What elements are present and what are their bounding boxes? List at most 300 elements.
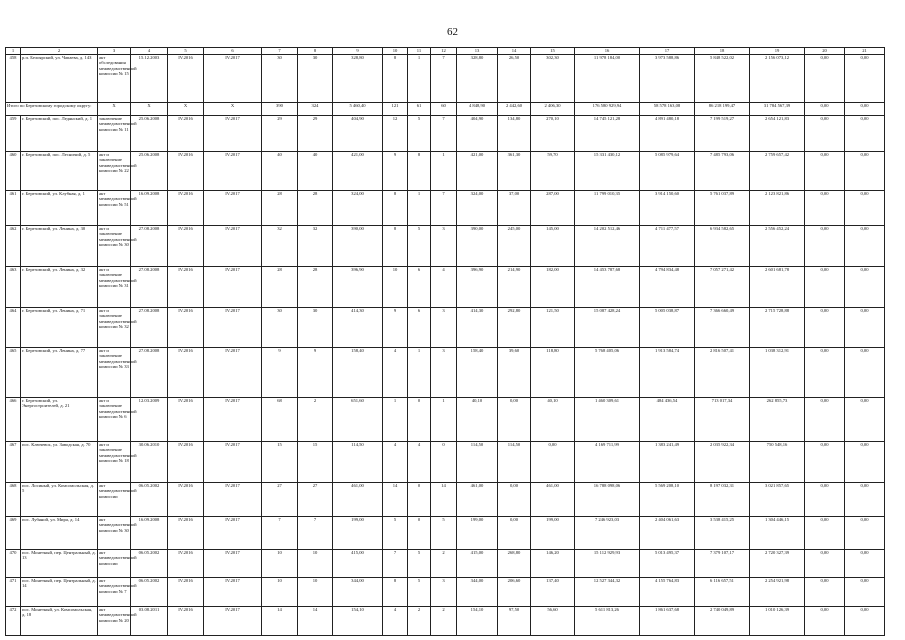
table-cell: 0,00 (805, 266, 845, 307)
table-cell: 31 784 567,39 (750, 102, 805, 115)
table-cell: 182,00 (531, 266, 575, 307)
table-cell: 0,00 (845, 482, 885, 516)
table-cell: 0,00 (805, 549, 845, 577)
table-row (6, 151, 885, 190)
table-cell: 5 569 208,10 (640, 482, 695, 516)
table-cell: 0,00 (845, 102, 885, 115)
table-cell: 0,00 (805, 397, 845, 441)
table-cell: 9 (298, 347, 333, 397)
table-cell: 2 404 061,63 (640, 516, 695, 549)
table-cell: 28 (298, 190, 333, 225)
table-cell: 39,60 (498, 347, 531, 397)
table-cell: 11 799 010,35 (575, 190, 640, 225)
table-cell: 58 578 163,08 (640, 102, 695, 115)
table-cell: 12.03.2009 (131, 397, 168, 441)
table-cell: 270,10 (531, 115, 575, 151)
table-cell: 3 (431, 225, 457, 266)
table-cell: 6 (408, 266, 431, 307)
table-cell: г. Березовский, ул. Ленина, д. 77 (21, 347, 98, 397)
table-cell: 06.05.2002 (131, 577, 168, 606)
column-number: 12 (431, 48, 457, 55)
table-cell: 324 (298, 102, 333, 115)
table-cell: 2 (431, 549, 457, 577)
table-cell: 292,80 (498, 307, 531, 347)
column-number: 10 (383, 48, 408, 55)
table-cell: 0,00 (845, 606, 885, 635)
table-cell: 7 057 271,42 (695, 266, 750, 307)
table-cell: 176 580 929,94 (575, 102, 640, 115)
column-number: 16 (575, 48, 640, 55)
table-cell: 2 816 507,41 (695, 347, 750, 397)
table-cell: 2 254 921,98 (750, 577, 805, 606)
table-cell: акт межведомственной комиссии № 30 (98, 516, 131, 549)
table-cell: 7 485 793,06 (695, 151, 750, 190)
table-cell: IV.2017 (204, 606, 262, 635)
table-cell: г. Березовский, ул. Энергостроителей, д. 21 (21, 397, 98, 441)
table-cell: пос. Лосиный, ул. Комсомольская, д. 5 (21, 482, 98, 516)
table-cell: 14 (262, 606, 298, 635)
table-row (6, 441, 885, 482)
table-cell: 245,00 (498, 225, 531, 266)
total-row (6, 102, 885, 115)
table-cell: 28 (262, 190, 298, 225)
table-cell: 461,00 (333, 482, 383, 516)
table-cell: 396,90 (457, 266, 498, 307)
table-cell: 469 (6, 516, 21, 549)
table-cell: акт межведомственной комиссии № 20 (98, 606, 131, 635)
table-cell: 461,00 (531, 482, 575, 516)
table-cell: 459 (6, 115, 21, 151)
table-cell: 0,00 (845, 266, 885, 307)
table-cell: 3 021 857,65 (750, 482, 805, 516)
table-cell: пос. Монетный, пер. Центральный, д. 13 (21, 549, 98, 577)
table-cell: 465 (6, 347, 21, 397)
table-cell: г. Березовский, ул. Ленина, д. 30 (21, 225, 98, 266)
table-row (6, 516, 885, 549)
table-cell: 5 768 405,06 (575, 347, 640, 397)
table-cell: 14 202 512,46 (575, 225, 640, 266)
table-cell: 16.09.2008 (131, 190, 168, 225)
table-cell: 10 (262, 549, 298, 577)
housing-resettlement-table (5, 47, 885, 636)
table-cell: IV.2016 (168, 266, 204, 307)
table-cell: 0,00 (805, 190, 845, 225)
column-number: 19 (750, 48, 805, 55)
table-cell: 6 (408, 307, 431, 347)
table-row (6, 190, 885, 225)
table-cell: 5 (408, 225, 431, 266)
table-cell: IV.2016 (168, 397, 204, 441)
table-cell: 0,00 (805, 54, 845, 102)
table-cell: 268,80 (498, 549, 531, 577)
table-cell: 4 794 834,48 (640, 266, 695, 307)
table-cell: 137,40 (531, 577, 575, 606)
table-cell: 5 005 038,87 (640, 307, 695, 347)
table-cell: 15 331 430,12 (575, 151, 640, 190)
table-cell: 472 (6, 606, 21, 635)
table-cell: 324,00 (457, 190, 498, 225)
table-cell: 4 169 711,99 (575, 441, 640, 482)
table-cell: IV.2016 (168, 307, 204, 347)
table-row (6, 115, 885, 151)
table-cell: IV.2017 (204, 225, 262, 266)
table-cell: 12 (383, 115, 408, 151)
table-cell: 114,50 (333, 441, 383, 482)
table-cell: акт и заключение межведомственной комиссии № 18 (98, 441, 131, 482)
table-cell: 468 (6, 482, 21, 516)
table-cell: 5 (408, 577, 431, 606)
table-cell: 15 (262, 441, 298, 482)
table-row (6, 266, 885, 307)
table-cell: 4 891 480,18 (640, 115, 695, 151)
table-cell: 1 (431, 151, 457, 190)
table-cell: 27 (298, 482, 333, 516)
table-cell: 68 (262, 397, 298, 441)
table-cell: 56,60 (531, 606, 575, 635)
table-cell: акт межведомственной комиссии № 7 (98, 577, 131, 606)
table-cell: 415,00 (457, 549, 498, 577)
table-cell: X (204, 102, 262, 115)
table-cell: пос. Монетный, пер. Центральный, д. 14 (21, 577, 98, 606)
table-cell: IV.2016 (168, 115, 204, 151)
table-cell: 3 (431, 347, 457, 397)
column-number: 1 (6, 48, 21, 55)
table-cell: 0,00 (498, 482, 531, 516)
table-cell: 5 (383, 516, 408, 549)
table-cell: г. Березовский, ул. Клубная, д. 1 (21, 190, 98, 225)
table-cell: 0,00 (805, 115, 845, 151)
table-cell: 2 (408, 606, 431, 635)
table-cell: 9 (262, 347, 298, 397)
table-cell: 154,10 (457, 606, 498, 635)
table-cell: 8 (408, 151, 431, 190)
table-cell: 390 (262, 102, 298, 115)
table-cell: 61 (408, 102, 431, 115)
table-cell: 0,00 (531, 441, 575, 482)
table-row (6, 54, 885, 102)
table-cell: 30 (262, 307, 298, 347)
table-cell: IV.2017 (204, 190, 262, 225)
table-cell: 2 442,60 (498, 102, 531, 115)
table-cell: 27.08.2008 (131, 225, 168, 266)
table-cell: IV.2016 (168, 151, 204, 190)
table-cell: 463 (6, 266, 21, 307)
table-cell: 06.05.2002 (131, 549, 168, 577)
table-cell: 2 556 452,24 (750, 225, 805, 266)
table-cell: 0,00 (845, 54, 885, 102)
table-cell: X (98, 102, 131, 115)
table-cell: 27.08.2008 (131, 307, 168, 347)
table-cell: 4 (383, 347, 408, 397)
table-cell: 2 759 657,42 (750, 151, 805, 190)
table-body (6, 48, 885, 636)
table-cell: 1 (408, 54, 431, 102)
table-cell: 396,90 (333, 266, 383, 307)
table-cell: 199,00 (531, 516, 575, 549)
table-cell: 27.08.2008 (131, 347, 168, 397)
table-cell: 464 (6, 307, 21, 347)
table-cell: 470 (6, 549, 21, 577)
table-cell: 7 199 519,27 (695, 115, 750, 151)
table-cell: 29 (262, 115, 298, 151)
table-cell: 415,00 (333, 549, 383, 577)
table-cell: IV.2017 (204, 441, 262, 482)
table-cell: 0,00 (805, 151, 845, 190)
column-number: 13 (457, 48, 498, 55)
table-cell: 121 (383, 102, 408, 115)
table-cell: 1 (383, 397, 408, 441)
table-cell: 0,00 (845, 115, 885, 151)
table-cell: 6 934 582,65 (695, 225, 750, 266)
table-cell: 2 601 681,78 (750, 266, 805, 307)
table-row (6, 577, 885, 606)
table-cell: акт и заключение межведомственной комиссии № 6 (98, 397, 131, 441)
table-cell: 0 (408, 516, 431, 549)
table-cell: IV.2017 (204, 151, 262, 190)
table-cell: 467 (6, 441, 21, 482)
table-cell: 0 (408, 482, 431, 516)
table-cell: IV.2017 (204, 482, 262, 516)
table-cell: 40,10 (531, 397, 575, 441)
table-cell: 1 861 637,68 (640, 606, 695, 635)
table-cell: 8 (383, 54, 408, 102)
table-cell: 651,60 (333, 397, 383, 441)
table-cell: 1 383 241,49 (640, 441, 695, 482)
table-cell: 199,00 (457, 516, 498, 549)
table-cell: 25.06.2008 (131, 115, 168, 151)
table-cell: г. Березовский, пос. Ледянский, д. 1 (21, 115, 98, 151)
table-cell: 0,00 (498, 397, 531, 441)
table-cell: 10 (262, 577, 298, 606)
table-cell: 0,00 (805, 225, 845, 266)
table-cell: 30 (298, 307, 333, 347)
table-cell: 37,00 (498, 190, 531, 225)
table-cell: 421,00 (457, 151, 498, 190)
table-cell: 2 (298, 397, 333, 441)
table-cell: 3 973 588,86 (640, 54, 695, 102)
table-cell: 0,00 (498, 516, 531, 549)
table-cell: 461 (6, 190, 21, 225)
table-cell: 3 914 150,60 (640, 190, 695, 225)
table-cell: 0,00 (845, 441, 885, 482)
table-cell: 0,00 (845, 549, 885, 577)
table-cell: 15 (298, 441, 333, 482)
table-cell: 4 711 477,57 (640, 225, 695, 266)
table-cell: 390,00 (457, 225, 498, 266)
table-cell: р.п. Белоярский, ул. Чапаева, д. 14З (21, 54, 98, 102)
table-cell: 0,00 (805, 441, 845, 482)
table-cell: заключение межведомственной комиссии № 11 (98, 115, 131, 151)
table-cell: IV.2017 (204, 266, 262, 307)
table-cell: 8 (383, 225, 408, 266)
table-cell: 5 611 813,26 (575, 606, 640, 635)
table-cell: 145,00 (531, 225, 575, 266)
column-number: 4 (131, 48, 168, 55)
table-cell: 390,00 (333, 225, 383, 266)
table-cell: 134,80 (498, 115, 531, 151)
table-cell: IV.2017 (204, 115, 262, 151)
table-cell: 26,50 (498, 54, 531, 102)
table-cell: акт и заключение межведомственной комиссии № 22 (98, 151, 131, 190)
table-cell: 404,90 (333, 115, 383, 151)
table-cell: 7 (383, 549, 408, 577)
column-number: 18 (695, 48, 750, 55)
table-cell: 11 978 184,00 (575, 54, 640, 102)
table-cell: 7 (431, 54, 457, 102)
table-cell: 27 (262, 482, 298, 516)
table-cell: 25.06.2008 (131, 151, 168, 190)
column-number: 5 (168, 48, 204, 55)
table-cell: 3 (431, 577, 457, 606)
table-cell: 10 (298, 577, 333, 606)
table-cell: IV.2016 (168, 225, 204, 266)
table-cell: 0,00 (845, 347, 885, 397)
table-cell: 0,00 (805, 516, 845, 549)
table-cell: 0,00 (845, 190, 885, 225)
table-cell: 6 116 657,51 (695, 577, 750, 606)
table-cell: 30 (298, 54, 333, 102)
table-cell: 40 (262, 151, 298, 190)
table-cell: IV.2017 (204, 516, 262, 549)
table-cell: 302,30 (531, 54, 575, 102)
table-cell: 15 112 929,93 (575, 549, 640, 577)
table-row (6, 225, 885, 266)
table-cell: 1 460 309,61 (575, 397, 640, 441)
table-cell: 404,90 (457, 115, 498, 151)
table-cell: 7 366 660,49 (695, 307, 750, 347)
table-cell: 414,30 (457, 307, 498, 347)
table-cell: 5 (431, 516, 457, 549)
table-cell: IV.2017 (204, 347, 262, 397)
table-cell: 287,00 (531, 190, 575, 225)
table-cell: 8 197 032,31 (695, 482, 750, 516)
table-cell: пос. Монетный, ул. Комсомольская, д. 18 (21, 606, 98, 635)
column-number: 9 (333, 48, 383, 55)
table-cell: 0,00 (805, 347, 845, 397)
table-cell: 2 156 073,12 (750, 54, 805, 102)
table-cell: 8 (383, 577, 408, 606)
table-cell: IV.2016 (168, 441, 204, 482)
table-cell: акт и заключение межведомственной комиссии № 33 (98, 347, 131, 397)
table-cell: IV.2016 (168, 577, 204, 606)
table-cell: 0,00 (845, 516, 885, 549)
table-cell: 460 (6, 151, 21, 190)
table-cell: 5 (408, 115, 431, 151)
table-cell: 2 720 327,39 (750, 549, 805, 577)
table-cell: IV.2017 (204, 54, 262, 102)
table-cell: 5 460,40 (333, 102, 383, 115)
table-cell: 0,00 (805, 482, 845, 516)
table-cell: 462 (6, 225, 21, 266)
table-cell: 2 035 922,34 (695, 441, 750, 482)
table-cell: 5 761 037,89 (695, 190, 750, 225)
table-cell: IV.2017 (204, 577, 262, 606)
table-cell: 2 406,30 (531, 102, 575, 115)
table-cell: 0,00 (805, 307, 845, 347)
table-row (6, 549, 885, 577)
table-cell: 4 848,90 (457, 102, 498, 115)
table-cell: г. Березовский, ул. Ленина, д. 71 (21, 307, 98, 347)
table-cell: 214,90 (498, 266, 531, 307)
table-cell: 28 (262, 266, 298, 307)
table-cell: 484 436,54 (640, 397, 695, 441)
table-cell: 40 (298, 151, 333, 190)
table-cell: 2 715 728,88 (750, 307, 805, 347)
table-cell: 344,00 (457, 577, 498, 606)
table-cell: 146,20 (531, 549, 575, 577)
column-number: 6 (204, 48, 262, 55)
table-cell: 2 123 821,86 (750, 190, 805, 225)
table-cell: 7 379 107,17 (695, 549, 750, 577)
table-row (6, 482, 885, 516)
table-cell: 30.06.2010 (131, 441, 168, 482)
table-cell: 5 848 522,02 (695, 54, 750, 102)
table-cell: 206,60 (498, 577, 531, 606)
table-cell: 9 (383, 307, 408, 347)
table-cell: IV.2017 (204, 549, 262, 577)
table-row (6, 397, 885, 441)
table-cell: 1 038 312,91 (750, 347, 805, 397)
column-number: 14 (498, 48, 531, 55)
table-cell: 97,50 (498, 606, 531, 635)
table-cell: Итого по Березовскому городскому округу: (6, 102, 98, 115)
table-cell: 262 855,73 (750, 397, 805, 441)
table-cell: 114,50 (457, 441, 498, 482)
table-cell: 5 085 979,64 (640, 151, 695, 190)
table-cell: 4 (431, 266, 457, 307)
table-cell: 14 (298, 606, 333, 635)
table-cell: 154,10 (333, 606, 383, 635)
table-cell: 7 (431, 115, 457, 151)
table-cell: 328,80 (457, 54, 498, 102)
table-cell: 0,00 (845, 577, 885, 606)
table-cell: 114,50 (498, 441, 531, 482)
table-cell: 118,80 (531, 347, 575, 397)
table-cell: 03.08.2011 (131, 606, 168, 635)
table-cell: 466 (6, 397, 21, 441)
table-cell: акт и заключение межведомственной комиссии № 31 (98, 266, 131, 307)
table-cell: 15.12.2003 (131, 54, 168, 102)
table-cell: IV.2016 (168, 347, 204, 397)
table-cell: 5 (408, 549, 431, 577)
table-cell: 0 (431, 441, 457, 482)
table-cell: IV.2016 (168, 190, 204, 225)
table-cell: г. Березовский, пос. Лесничий, д. 5 (21, 151, 98, 190)
table-cell: 2 654 121,83 (750, 115, 805, 151)
column-number: 15 (531, 48, 575, 55)
table-cell: 121,50 (531, 307, 575, 347)
table-cell: 324,00 (333, 190, 383, 225)
table-cell: 12 527 344,32 (575, 577, 640, 606)
table-cell: 15 087 428,24 (575, 307, 640, 347)
table-cell: IV.2016 (168, 606, 204, 635)
table-cell: 3 (431, 307, 457, 347)
table-cell: 1 (408, 347, 431, 397)
table-cell: 199,00 (333, 516, 383, 549)
table-cell: 14 (431, 482, 457, 516)
table-cell: акт межведомственной комиссии № 51 (98, 190, 131, 225)
table-cell: 1 010 126,39 (750, 606, 805, 635)
table-cell: 40,10 (457, 397, 498, 441)
table-cell: 06.05.2002 (131, 482, 168, 516)
table-cell: 16 788 098,06 (575, 482, 640, 516)
table-cell: акт и заключение межведомственной комиссии № 32 (98, 307, 131, 347)
table-cell: 7 (262, 516, 298, 549)
column-number: 2 (21, 48, 98, 55)
table-cell: IV.2016 (168, 482, 204, 516)
table-cell: 16.09.2008 (131, 516, 168, 549)
table-cell: 421,00 (333, 151, 383, 190)
